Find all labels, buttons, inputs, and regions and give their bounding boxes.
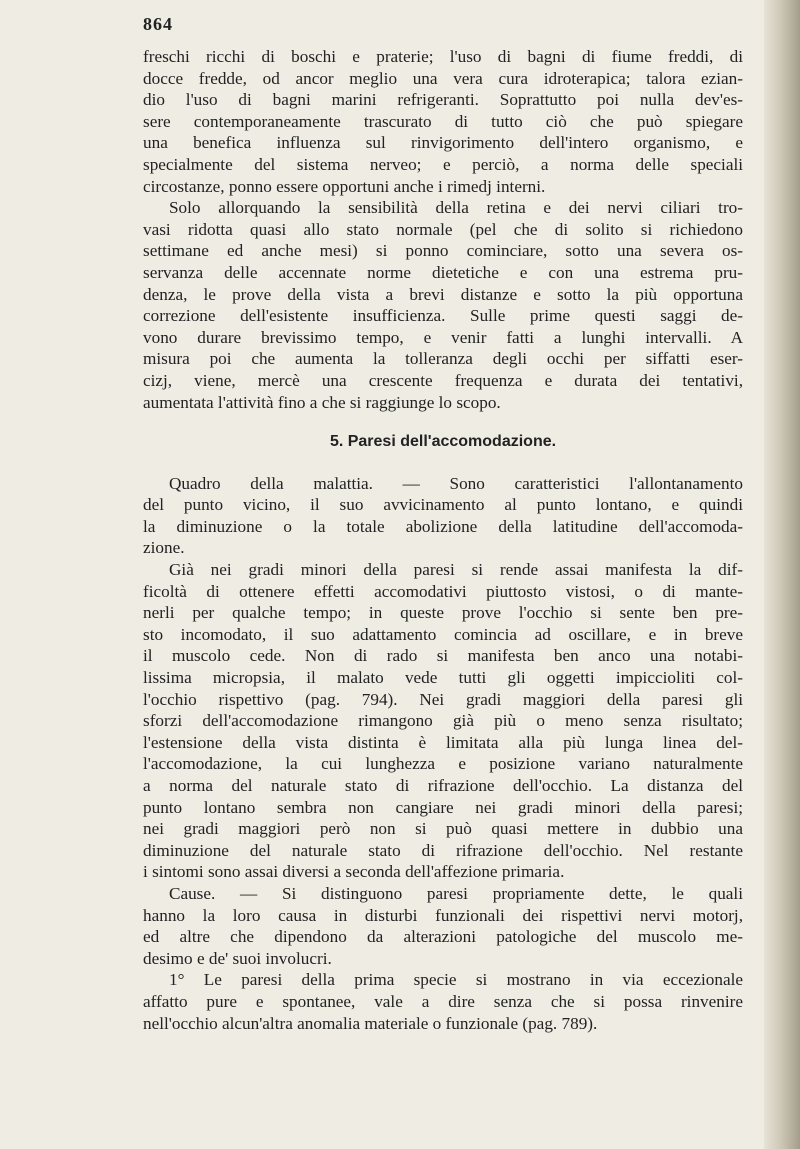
paragraph-clinical-picture — [143, 473, 743, 559]
text-line: sforzi dell'accomodazione rimangono già più o meno senza risultato; — [143, 711, 743, 731]
text-line: l'accomodazione, la cui lunghezza e posizione variano naturalmente — [143, 754, 743, 774]
text-line: l'estensione della vista distinta è limitata alla più lunga linea del- — [143, 732, 743, 752]
text-line: settimane ed anche mesi) si ponno cominciare, sotto una severa os- — [143, 241, 743, 261]
text-line: misura poi che aumenta la tolleranza degli occhi per siffatti eser- — [143, 349, 743, 369]
text-line: denza, le prove della vista a brevi distanze e sotto la più opportuna — [143, 284, 743, 304]
text-line: vasi ridotta quasi allo stato normale (pel che di solito si richiedono — [143, 219, 743, 239]
text-line: affatto pure e spontanee, vale a dire senza che si possa rinvenire — [143, 991, 743, 1011]
text-line: hanno la loro causa in disturbi funzionali dei rispettivi nervi motorj, — [143, 905, 743, 925]
text-line: sere contemporaneamente trascurato di tutto ciò che può spiegare — [143, 111, 743, 131]
text-line: ed altre che dipendono da alterazioni patologiche del muscolo me- — [143, 927, 743, 947]
text-line: nell'occhio alcun'altra anomalia materiale o funzionale (pag. 789). — [143, 1013, 598, 1033]
text-line: servanza delle accennate norme dietetiche e con una estrema pru- — [143, 262, 743, 282]
text-line: Quadro della malattia. — Sono caratteristici l'allontanamento — [169, 473, 743, 493]
text-line: diminuzione del naturale stato di rifrazione dell'occhio. Nel restante — [143, 840, 743, 860]
text-line: desimo e de' suoi involucri. — [143, 948, 332, 968]
paragraph-symptoms — [143, 559, 743, 883]
text-line: cizj, viene, mercè una crescente frequenza e durata dei tentativi, — [143, 370, 743, 390]
paragraph-first-species — [143, 969, 743, 1034]
text-line: Già nei gradi minori della paresi si rende assai manifesta la dif- — [169, 560, 743, 580]
text-line: 1° Le paresi della prima specie si mostrano in via eccezionale — [169, 970, 743, 990]
text-line: zione. — [143, 538, 185, 558]
text-line: aumentata l'attività fino a che si raggiunge lo scopo. — [143, 392, 501, 412]
page-edge-shadow — [764, 0, 800, 1149]
paragraph-vision-tests — [143, 197, 743, 413]
text-line: una benefica influenza sul rinvigorimento dell'intero organismo, e — [143, 133, 743, 153]
text-line: nei gradi maggiori però non si può quasi mettere in dubbio una — [143, 819, 743, 839]
text-line: l'occhio rispettivo (pag. 794). Nei gradi maggiori della paresi gli — [143, 689, 743, 709]
text-line: punto lontano sembra non cangiare nei gradi minori della paresi; — [143, 797, 743, 817]
paragraph-treatment — [143, 46, 743, 197]
text-line: a norma del naturale stato di rifrazione dell'occhio. La distanza del — [143, 776, 743, 795]
text-line: i sintomi sono assai diversi a seconda dell'affezione primaria. — [143, 862, 565, 882]
text-line: dio l'uso di bagni marini refrigeranti. Soprattutto poi nulla dev'es- — [143, 90, 743, 110]
text-line: ficoltà di ottenere effetti accomodativi piuttosto vistosi, o di mante- — [143, 581, 743, 601]
text-line: del punto vicino, il suo avvicinamento al punto lontano, e quindi — [143, 495, 743, 515]
body-text — [143, 46, 743, 1034]
text-line: specialmente del sistema nerveo; e perciò, a norma delle speciali — [143, 154, 743, 174]
text-line: freschi ricchi di boschi e praterie; l'uso di bagni di fiume freddi, di — [143, 47, 743, 66]
section-heading: 5. Paresi dell'accomodazione. — [329, 433, 557, 451]
paragraph-causes — [143, 883, 743, 969]
text-line: vono durare brevissimo tempo, e venir fatti a lunghi intervalli. A — [143, 327, 743, 347]
text-line: la diminuzione o la totale abolizione della latitudine dell'accomoda- — [143, 516, 743, 536]
text-line: il muscolo cede. Non di rado si manifesta ben anco una notabi- — [143, 646, 743, 666]
text-line: sto incomodato, il suo adattamento comincia ad oscillare, e in breve — [143, 624, 743, 644]
text-line: Cause. — Si distinguono paresi propriamente dette, le quali — [169, 883, 743, 903]
text-line: nerli per qualche tempo; in queste prove l'occhio si sente ben pre- — [143, 603, 743, 623]
text-line: Solo allorquando la sensibilità della retina e dei nervi ciliari tro- — [169, 198, 743, 218]
text-line: correzione dell'esistente insufficienza. Sulle prime questi saggi de- — [143, 306, 743, 326]
text-line: docce fredde, od ancor meglio una vera cura idroterapica; talora ezian- — [143, 68, 743, 88]
page-number: 864 — [143, 14, 173, 34]
text-line: circostanze, ponno essere opportuni anche i rimedj interni. — [143, 176, 546, 196]
text-line: lissima micropsia, il malato vede tutti gli oggetti impiccioliti col- — [143, 668, 743, 688]
